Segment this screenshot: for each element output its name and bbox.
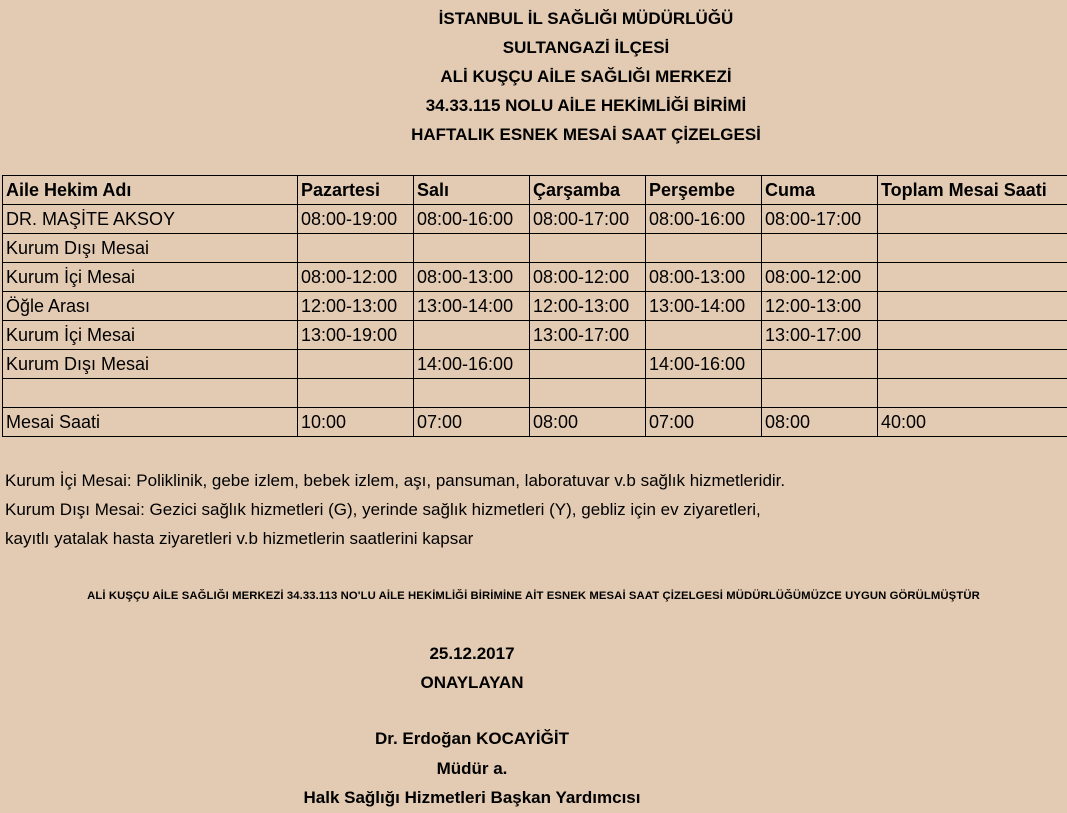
table-cell: 08:00-12:00 <box>530 263 646 292</box>
header-district: SULTANGAZİ İLÇESİ <box>502 38 670 57</box>
signatory-name: Dr. Erdoğan KOCAYİĞİT <box>375 729 569 748</box>
table-cell <box>878 292 1067 321</box>
table-cell <box>298 379 414 408</box>
table-cell <box>878 379 1067 408</box>
signatory-position: Halk Sağlığı Hizmetleri Başkan Yardımcısı <box>303 788 641 807</box>
table-cell <box>878 321 1067 350</box>
table-row <box>3 408 1067 437</box>
table-row <box>3 321 1067 350</box>
approval-statement: ALİ KUŞÇU AİLE SAĞLIĞI MERKEZİ 34.33.113 NO'LU AİLE HEKİMLİĞİ BİRİMİNE AİT ESNEK MESAİ SAAT ÇİZELGESİ MÜDÜRLÜĞÜMÜZCE UYGUN GÖRÜLMÜŞTÜR <box>87 590 980 602</box>
table-cell: 08:00-12:00 <box>762 263 878 292</box>
table-cell: 08:00-13:00 <box>414 263 530 292</box>
table-cell: 08:00-19:00 <box>298 205 414 234</box>
table-cell: 08:00 <box>762 408 878 437</box>
row-label-cell: Kurum Dışı Mesai <box>3 234 298 263</box>
table-cell <box>646 321 762 350</box>
table-row <box>3 263 1067 292</box>
table-cell: 13:00-14:00 <box>646 292 762 321</box>
table-cell <box>530 379 646 408</box>
table-cell <box>878 263 1067 292</box>
table-cell: 08:00-17:00 <box>530 205 646 234</box>
row-label-cell: Kurum İçi Mesai <box>3 263 298 292</box>
column-header: Pazartesi <box>298 176 414 205</box>
row-label-cell: Öğle Arası <box>3 292 298 321</box>
table-cell: 12:00-13:00 <box>298 292 414 321</box>
table-header-row <box>3 176 1067 205</box>
row-label-cell: Mesai Saati <box>3 408 298 437</box>
table-cell: 12:00-13:00 <box>762 292 878 321</box>
note-line: Kurum İçi Mesai: Poliklinik, gebe izlem, bebek izlem, aşı, pansuman, laboratuvar v.b sağlık hizmetleridir. <box>5 471 786 490</box>
table-cell <box>878 350 1067 379</box>
column-header: Aile Hekim Adı <box>3 176 298 205</box>
table-cell <box>414 234 530 263</box>
table-row <box>3 379 1067 408</box>
table-cell <box>762 379 878 408</box>
table-cell <box>414 379 530 408</box>
table-cell <box>646 379 762 408</box>
column-header: Salı <box>414 176 530 205</box>
row-label-cell: Kurum Dışı Mesai <box>3 350 298 379</box>
schedule-table <box>2 175 1067 437</box>
table-cell <box>762 234 878 263</box>
table-cell: 13:00-17:00 <box>762 321 878 350</box>
table-cell: 12:00-13:00 <box>530 292 646 321</box>
table-cell: 13:00-14:00 <box>414 292 530 321</box>
row-label-cell: DR. MAŞİTE AKSOY <box>3 205 298 234</box>
table-cell: 08:00 <box>530 408 646 437</box>
column-header: Toplam Mesai Saati <box>878 176 1067 205</box>
table-cell <box>298 350 414 379</box>
table-cell <box>414 321 530 350</box>
notes <box>5 466 785 553</box>
approver-label: ONAYLAYAN <box>420 673 524 692</box>
header-health-center: ALİ KUŞÇU AİLE SAĞLIĞI MERKEZİ <box>440 67 732 86</box>
table-cell <box>298 234 414 263</box>
table-cell: 40:00 <box>878 408 1067 437</box>
approval-date: 25.12.2017 <box>429 644 515 663</box>
table-cell: 08:00-12:00 <box>298 263 414 292</box>
column-header: Çarşamba <box>530 176 646 205</box>
table-cell: 07:00 <box>414 408 530 437</box>
signatory-title: Müdür a. <box>436 759 508 778</box>
table-cell: 14:00-16:00 <box>646 350 762 379</box>
table-row <box>3 205 1067 234</box>
header-unit: 34.33.115 NOLU AİLE HEKİMLİĞİ BİRİMİ <box>425 96 747 115</box>
table-cell <box>646 234 762 263</box>
column-header: Cuma <box>762 176 878 205</box>
table-cell <box>530 234 646 263</box>
header-directorate: İSTANBUL İL SAĞLIĞI MÜDÜRLÜĞÜ <box>438 9 734 28</box>
table-cell <box>762 350 878 379</box>
table-cell: 13:00-17:00 <box>530 321 646 350</box>
note-line: kayıtlı yatalak hasta ziyaretleri v.b hizmetlerin saatlerini kapsar <box>5 529 474 548</box>
table-cell <box>878 234 1067 263</box>
table-cell: 07:00 <box>646 408 762 437</box>
table-row <box>3 234 1067 263</box>
table-cell: 08:00-13:00 <box>646 263 762 292</box>
table-cell: 08:00-16:00 <box>414 205 530 234</box>
table-row <box>3 350 1067 379</box>
table-cell <box>530 350 646 379</box>
header-schedule-title: HAFTALIK ESNEK MESAİ SAAT ÇİZELGESİ <box>411 125 761 144</box>
column-header: Perşembe <box>646 176 762 205</box>
table-cell: 08:00-17:00 <box>762 205 878 234</box>
table-cell <box>878 205 1067 234</box>
table-cell: 08:00-16:00 <box>646 205 762 234</box>
table-cell: 14:00-16:00 <box>414 350 530 379</box>
row-label-cell: Kurum İçi Mesai <box>3 321 298 350</box>
row-label-cell <box>3 379 298 408</box>
note-line: Kurum Dışı Mesai: Gezici sağlık hizmetleri (G), yerinde sağlık hizmetleri (Y), gebliz için ev ziyaretleri, <box>5 500 761 519</box>
table-cell: 13:00-19:00 <box>298 321 414 350</box>
table-row <box>3 292 1067 321</box>
document-header <box>0 4 1067 149</box>
table-cell: 10:00 <box>298 408 414 437</box>
